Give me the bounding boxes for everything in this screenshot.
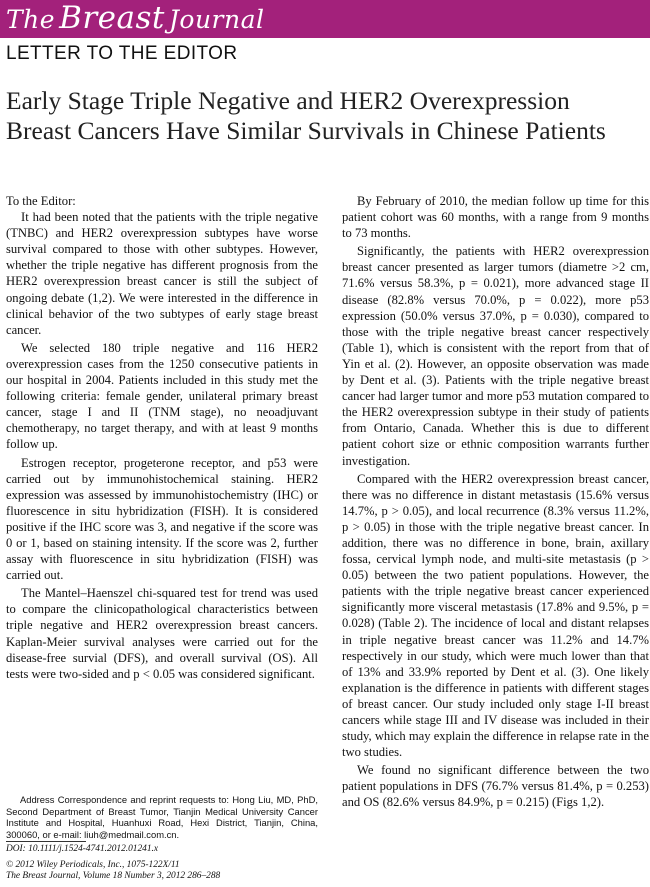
body-paragraph: It had been noted that the patients with the triple negative (TNBC) and HER2 overexpression subtypes have worse survival compared to those with other subtypes. However, whether the triple negative has different prognosis from the HER2 overexpression breast cancer is still the subject of ongoing debate (1,2). We were interested in the difference in clinical behavior of the two subtypes of early stage breast cancer. xyxy=(6,210,318,337)
journal-name-pre: The xyxy=(6,5,56,34)
correspondence-text: Address Correspondence and reprint requests to: Hong Liu, MD, PhD, Second Department of Breast Tumor, Tianjin Medical University Cancer Institute and Hospital, Huanhuxi Road, Hexi District, Tianjin, China, 300060, or e-mail: liuh@medmail.com.cn. xyxy=(6,794,318,840)
journal-citation: The Breast Journal, Volume 18 Number 3, 2012 286–288 xyxy=(6,871,221,881)
body-paragraph: We selected 180 triple negative and 116 HER2 overexpression cases from the 1250 consecutive patients in our hospital in 2004. Patients included in this study met the following criteria: female gender, unilateral primary breast cancer, stage I and II (TNM stage), no neoadjuvant chemotherapy, no target therapy, and with at least 9 months follow up. xyxy=(6,340,318,452)
journal-banner xyxy=(0,0,650,38)
doi: DOI: 10.1111/j.1524-4741.2012.01241.x xyxy=(6,844,159,854)
footnote-divider xyxy=(6,841,86,842)
copyright: © 2012 Wiley Periodicals, Inc., 1075-122X/11 xyxy=(6,859,180,870)
journal-logo xyxy=(6,0,265,36)
article-title-line-2: Breast Cancers Have Similar Survivals in Chinese Patients xyxy=(6,116,606,145)
body-paragraph: Significantly, the patients with HER2 overexpression breast cancer presented as larger tumors (diametre >2 cm, 71.6% versus 58.3%, p = 0.021), more advanced stage II disease (82.8% versus 70.0%, p = 0.022), more p53 expression (50.0% versus 37.0%, p = 0.030), compared to those with the triple negative breast cancer respectively (Table 1), which is consistent with the report from that of Yin et al. (2). However, an opposite observation was made by Dent et al. (3). Patients with the triple negative breast cancer had larger tumor and more p53 mutation compared to the HER2 overexpression subtype in their study of patients from Ontario, Canada. Whether this is due to different patient cohort size or ethnic composition warrants further investigation. xyxy=(342,244,649,468)
correspondence-footnote xyxy=(6,794,318,840)
section-label: LETTER TO THE EDITOR xyxy=(6,43,238,64)
right-column xyxy=(342,193,649,813)
body-paragraph: We found no significant difference between the two patient populations in DFS (76.7% versus 81.4%, p = 0.253) and OS (82.6% versus 84.9%, p = 0.215) (Figs 1,2). xyxy=(342,763,649,810)
article-title-line-1: Early Stage Triple Negative and HER2 Overexpression xyxy=(6,86,570,115)
journal-name-main: Breast xyxy=(59,0,165,36)
publication-info xyxy=(6,844,318,883)
body-paragraph: Estrogen receptor, progeterone receptor, and p53 were carried out by immunohistochemical staining. HER2 expression was assessed by immunohistochemistry (IHC) or fluorescence in situ hybridization (FISH). It is considered positive if the IHC score was 3, and negative if the score was 0 or 1, based on staining intensity. If the score was 2, further assay with fluorescence in situ hybridization (FISH) was carried out. xyxy=(6,455,318,583)
journal-name-post: Journal xyxy=(168,5,265,34)
body-paragraph: By February of 2010, the median follow up time for this patient cohort was 60 months, with a range from 9 months to 73 months. xyxy=(342,194,649,241)
salutation: To the Editor: xyxy=(6,194,76,208)
body-paragraph: The Mantel–Haenszel chi-squared test for trend was used to compare the clinicopathological characteristics between triple negative and HER2 overexpression breast cancers. Kaplan-Meier survival analyses were carried out for the disease-free survial (DFS), and overall survival (OS). All tests were two-sided and p < 0.05 was considered significant. xyxy=(6,586,318,681)
left-column xyxy=(6,193,318,684)
body-paragraph: Compared with the HER2 overexpression breast cancer, there was no difference in distant metastasis (15.6% versus 14.7%, p > 0.05), and local recurrence (8.3% versus 11.2%, p > 0.05) in those with the triple negative breast cancer. In addition, there was no difference in bone, brain, axillary fossa, cervical lymph node, and multi-site metastasis (p > 0.05) between the two patient populations. However, the patients with the triple negative breast cancer experienced significantly more visceral metastasis (17.8% and 9.5%, p = 0.028) (Table 2). The incidence of local and distant relapses in triple negative breast cancer was 11.2% and 14.7% respectively in our study, which were much lower than that of 13% and 33.9% reported by Dent et al. (3). One likely explanation is the difference in patients with different stages of breast cancer. Our study included only stage I-II breast cancers while stage III and IV disease was included in their study, which may explain the difference in relapse rate in the two studies. xyxy=(342,471,649,760)
article-title xyxy=(6,86,646,146)
